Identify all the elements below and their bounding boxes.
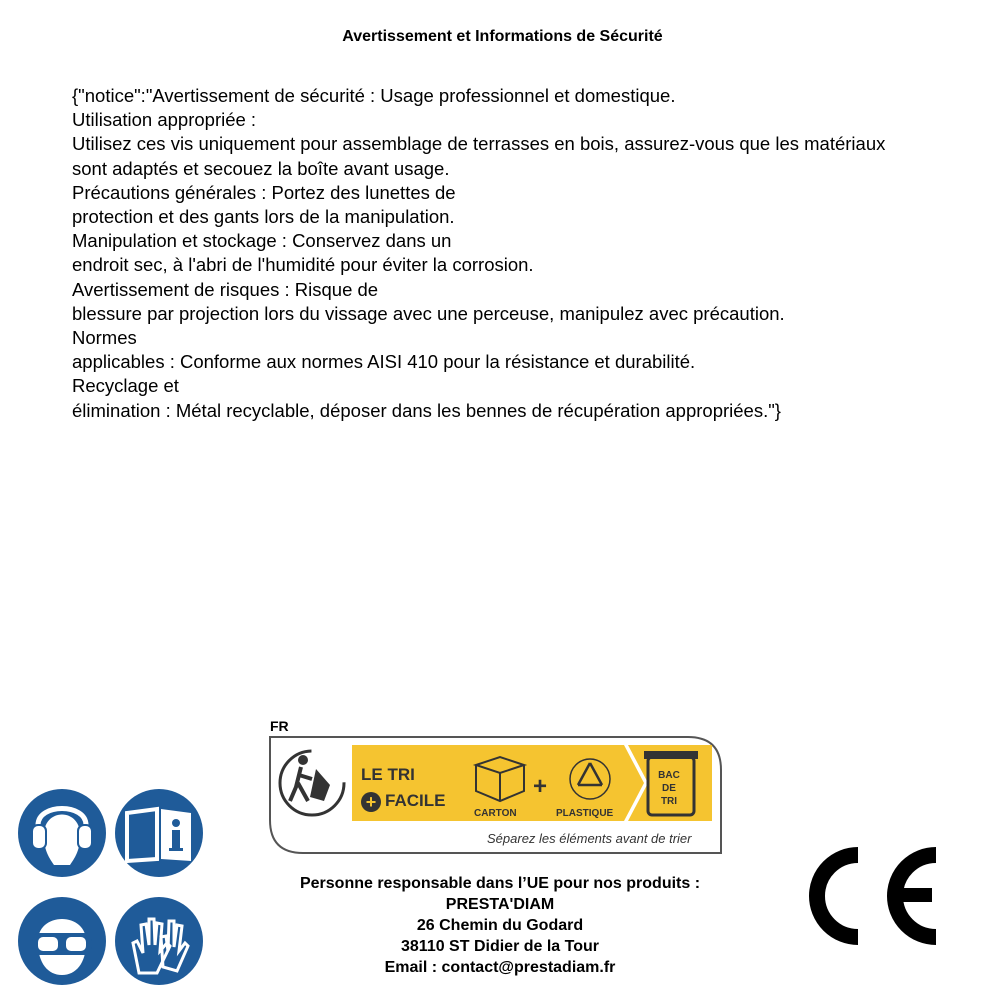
bin-line2: DE (662, 783, 676, 794)
notice-line: Avertissement de risques : Risque de (72, 278, 379, 300)
notice-line: Recyclage et (72, 375, 179, 397)
bin-line1: BAC (658, 770, 680, 781)
contact-address2: 38110 ST Didier de la Tour (401, 938, 599, 955)
carton-label: CARTON (474, 808, 517, 819)
ear-protection-icon (14, 785, 110, 881)
responsible-person (250, 873, 750, 978)
triman-line2-wrap (361, 788, 445, 814)
plastique-label: PLASTIQUE (556, 808, 614, 819)
page-title: Avertissement et Informations de Sécurité (342, 28, 663, 45)
contact-address1: 26 Chemin du Godard (416, 917, 584, 934)
notice-line: élimination : Métal recyclable, déposer dans les bennes de récupération appropriées."} (72, 399, 781, 421)
bin-label (648, 769, 690, 808)
eye-protection-icon (14, 893, 110, 989)
plus-icon: + (361, 792, 381, 812)
read-manual-icon (111, 785, 207, 881)
notice-line: Utilisation appropriée : (72, 109, 257, 131)
contact-company: PRESTA'DIAM (445, 896, 555, 913)
triman-instruction: Séparez les éléments avant de trier (487, 831, 692, 846)
notice-line: applicables : Conforme aux normes AISI 410 pour la résistance et durabilité. (72, 351, 696, 373)
safety-notice (72, 84, 972, 423)
notice-line: sont adaptés et secouez la boîte avant usage. (72, 157, 450, 179)
notice-line: Normes (72, 327, 137, 349)
triman-slogan (361, 762, 445, 814)
notice-line: Utilisez ces vis uniquement pour assemblage de terrasses en bois, assurez-vous que les matériaux (72, 133, 886, 155)
bin-line3: TRI (660, 796, 678, 807)
triman-line1: LE TRI (361, 765, 415, 784)
notice-line: Précautions générales : Portez des lunettes de (72, 181, 456, 203)
notice-line: endroit sec, à l'abri de l'humidité pour éviter la corrosion. (72, 254, 534, 276)
contact-email: Email : contact@prestadiam.fr (384, 959, 616, 976)
triman-country: FR (270, 718, 289, 734)
notice-line: Manipulation et stockage : Conservez dans un (72, 230, 452, 252)
ce-mark-icon (796, 843, 941, 948)
join-plus: + (533, 773, 548, 800)
contact-heading: Personne responsable dans l’UE pour nos produits : (299, 875, 701, 892)
triman-line2: FACILE (385, 791, 446, 810)
notice-line: protection et des gants lors de la manipulation. (72, 206, 455, 228)
gloves-icon (111, 893, 207, 989)
notice-line: blessure par projection lors du vissage avec une perceuse, manipulez avec précaution. (72, 302, 785, 324)
notice-line: {"notice":"Avertissement de sécurité : Usage professionnel et domestique. (72, 85, 676, 106)
